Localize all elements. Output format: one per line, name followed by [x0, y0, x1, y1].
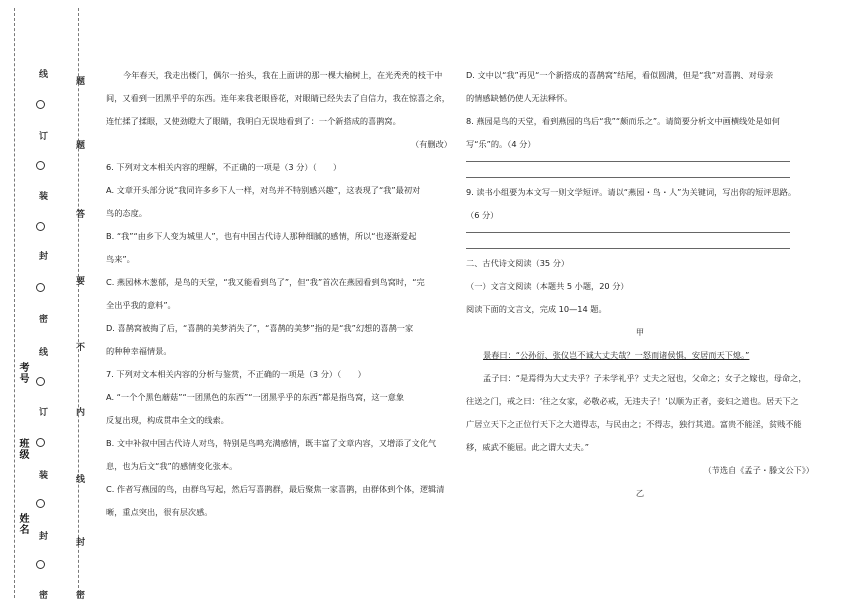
seal-char: 密 — [37, 314, 47, 323]
q6-option-c-cont: 全出乎我的意料”。 — [106, 300, 176, 310]
class-label: 班级 — [17, 438, 28, 460]
seal-char: 订 — [37, 131, 47, 140]
passage-line: 今年春天，我走出楼门，偶尔一抬头，我在上面讲的那一棵大榆树上，在光秃秃的枝干中 — [123, 70, 443, 80]
q7-option-d-cont: 的情感缺憾仍使人无法释怀。 — [466, 93, 573, 103]
binding-hole-icon — [36, 283, 45, 292]
seal-char: 内 — [74, 407, 84, 416]
name-label: 姓名 — [17, 513, 28, 535]
section-heading: 二、古代诗文阅读（35 分） — [466, 258, 570, 268]
seal-line-outer — [14, 8, 15, 598]
binding-hole-icon — [36, 438, 45, 447]
seal-char: 线 — [37, 347, 47, 356]
q7-option-b-cont: 息，也为后文“我”的感情变化张本。 — [106, 461, 238, 471]
question-7: 7. 下列对文本相关内容的分析与鉴赏，不正确的一项是（3 分）（ ） — [106, 369, 366, 379]
seal-char: 密 — [37, 590, 47, 599]
q6-option-b-cont: 鸟来”。 — [106, 254, 135, 264]
q6-option-a: A. 文章开头部分说“我同许多乡下人一样，对鸟并不特别感兴趣”，这表现了“我”最初对 — [106, 185, 421, 195]
jingchun-text: 景春曰：“公孙衍、张仪岂不诚大丈夫哉？一怒而诸侯惧，安居而天下熄。” — [483, 350, 750, 360]
seal-char: 要 — [74, 276, 84, 285]
binding-hole-icon — [36, 499, 45, 508]
passage-line: 间，又看到一团黑乎乎的东西。连年来我老眼昏花，对眼睛已经失去了自信力，我在惊喜之余， — [106, 93, 450, 103]
binding-hole-icon — [36, 560, 45, 569]
binding-hole-icon — [36, 377, 45, 386]
answer-line[interactable] — [466, 219, 790, 233]
q7-option-a: A. “一个个黑色蘑菇”“一团黑色的东西”“一团黑乎乎的东西”都是指鸟窝，这一意象 — [106, 392, 405, 402]
reading-instruction: 阅读下面的文言文，完成 10—14 题。 — [466, 304, 607, 314]
binding-hole-icon — [36, 222, 45, 231]
seal-char: 题 — [74, 76, 84, 85]
seal-char: 不 — [74, 342, 84, 351]
seal-char: 题 — [74, 140, 84, 149]
q7-option-d: D. 文中以“我”再见“一个新搭成的喜鹊窝”结尾，看似圆满，但是“我”对喜鹊、对母亲 — [466, 70, 774, 80]
q7-option-b: B. 文中补叙中国古代诗人对鸟，特别是鸟鸣充满感情，既丰富了文章内容，又增添了文化气 — [106, 438, 437, 448]
exam-number-label: 考号 — [17, 362, 28, 384]
passage-label-yi: 乙 — [635, 488, 645, 498]
left-column — [106, 64, 452, 524]
question-8-cont: 写“乐”的。（4 分） — [466, 139, 536, 149]
q6-option-d: D. 喜鹊窝被掏了后，“喜鹊的美梦消失了”，“喜鹊的美梦”指的是“我”幻想的喜鹊一家 — [106, 323, 414, 333]
passage-label-jia: 甲 — [635, 327, 645, 337]
classical-line: 往送之门，戒之曰：‘往之女家，必敬必戒，无违夫子！’以顺为正者，妾妇之道也。居天下之 — [466, 396, 799, 406]
question-9: 9. 读书小组要为本文写一则文学短评。请以“燕园・鸟・人”为关键词，写出你的短评思路。 — [466, 187, 797, 197]
question-9-cont: （6 分） — [466, 210, 499, 220]
seal-char: 答 — [74, 209, 84, 218]
source-note: （节选自《孟子・滕文公下》） — [703, 465, 814, 475]
right-column — [466, 64, 814, 505]
seal-char: 装 — [37, 191, 47, 200]
passage-line: 连忙揉了揉眼，又使劲瞪大了眼睛，我明白无误地看到了：一个新搭成的喜鹊窝。 — [106, 116, 401, 126]
seal-char: 密 — [74, 590, 84, 599]
classical-line — [466, 344, 814, 367]
answer-line[interactable] — [466, 235, 790, 249]
binding-hole-icon — [36, 100, 45, 109]
answer-line[interactable] — [466, 164, 790, 178]
classical-line: 孟子曰：“是焉得为大丈夫乎？子未学礼乎？丈夫之冠也，父命之；女子之嫁也，母命之， — [483, 373, 807, 383]
question-6: 6. 下列对文本相关内容的理解，不正确的一项是（3 分）（ ） — [106, 162, 342, 172]
seal-char: 订 — [37, 407, 47, 416]
q6-option-d-cont: 的种种幸福情景。 — [106, 346, 172, 356]
seal-line-inner — [78, 8, 79, 598]
seal-char: 封 — [74, 537, 84, 546]
seal-char: 线 — [37, 69, 47, 78]
question-8: 8. 燕园是鸟的天堂，看到燕园的鸟后“我”“颇而乐之”。请简要分析文中画横线处是如何 — [466, 116, 780, 126]
q7-option-c-cont: 晰，重点突出，很有层次感。 — [106, 507, 213, 517]
q7-option-c: C. 作者写燕园的鸟，由群鸟写起，然后写喜鹊群，最后聚焦一家喜鹊，由群体到个体，逻辑清 — [106, 484, 445, 494]
source-note: （有删改） — [411, 139, 452, 149]
q7-option-a-cont: 反复出现，构成贯串全文的线索。 — [106, 415, 229, 425]
subsection-heading: （一）文言文阅读（本题共 5 小题，20 分） — [466, 281, 629, 291]
seal-char: 线 — [74, 474, 84, 483]
q6-option-b: B. “我”“由乡下人变为城里人”，也有中国古代诗人那种细腻的感情，所以“也逐渐爱起 — [106, 231, 417, 241]
classical-line: 移，威武不能屈。此之谓大丈夫。” — [466, 442, 589, 452]
seal-char: 封 — [37, 251, 47, 260]
q6-option-c: C. 燕园林木葱郁，是鸟的天堂，“我又能看到鸟了”，但“我”首次在燕园看到鸟窝时，“完 — [106, 277, 425, 287]
binding-hole-icon — [36, 161, 45, 170]
classical-line: 广居立天下之正位行天下之大道得志，与民由之；不得志，独行其道。富贵不能淫，贫贱不能 — [466, 419, 802, 429]
seal-char: 封 — [37, 531, 47, 540]
seal-char: 装 — [37, 470, 47, 479]
q6-option-a-cont: 鸟的态度。 — [106, 208, 147, 218]
